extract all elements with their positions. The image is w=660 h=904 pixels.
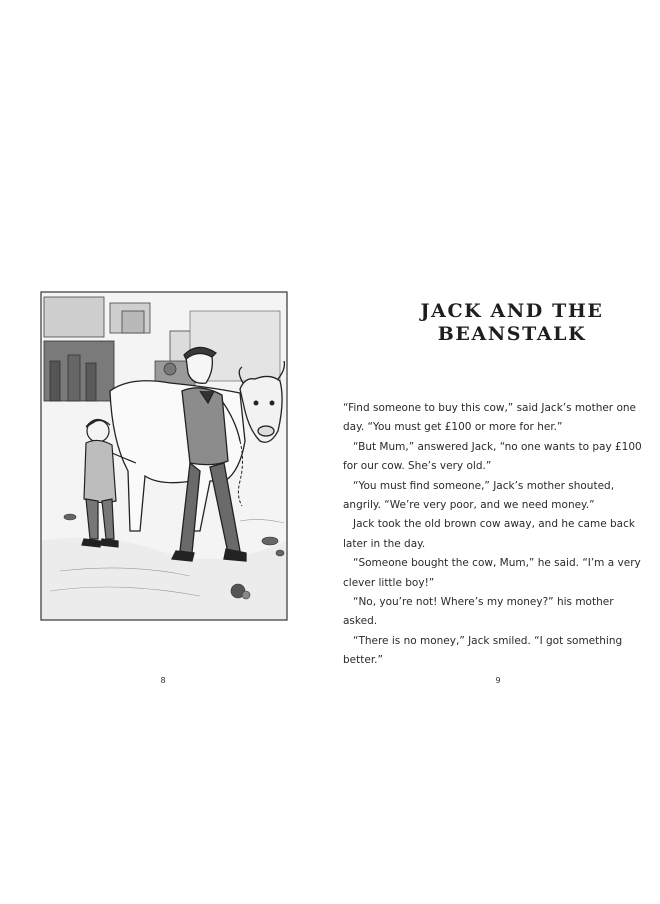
- right-page: [330, 0, 660, 904]
- paragraph: “No, you’re not! Where’s my money?” his mother asked.: [343, 596, 614, 628]
- paragraph: “Someone bought the cow, Mum,” he said. “I’m a very clever little boy!”: [343, 557, 641, 589]
- paragraph: “But Mum,” answered Jack, “no one wants to pay £100 for our cow. She’s very old.”: [343, 440, 642, 473]
- chapter-body: [343, 399, 643, 671]
- paragraph: Jack took the old brown cow away, and he came back later in the day.: [343, 518, 635, 550]
- paragraph: “There is no money,” Jack smiled. “I got something better.”: [343, 634, 623, 667]
- chapter-title: [387, 300, 637, 346]
- page-number: 9: [495, 676, 501, 685]
- illustration-drawing: [40, 291, 288, 621]
- chapter-title-line-2: BEANSTALK: [437, 323, 587, 345]
- paragraph: “You must find someone,” Jack’s mother shouted, angrily. “We’re very poor, and we need money.”: [343, 479, 615, 512]
- chapter-title-line-1: JACK AND THE: [420, 300, 604, 322]
- paragraph: “Find someone to buy this cow,” said Jack’s mother one day. “You must get £100 or more for her.”: [343, 402, 637, 434]
- illustration-jack-and-cow: [40, 291, 288, 621]
- page-number: 8: [160, 676, 166, 685]
